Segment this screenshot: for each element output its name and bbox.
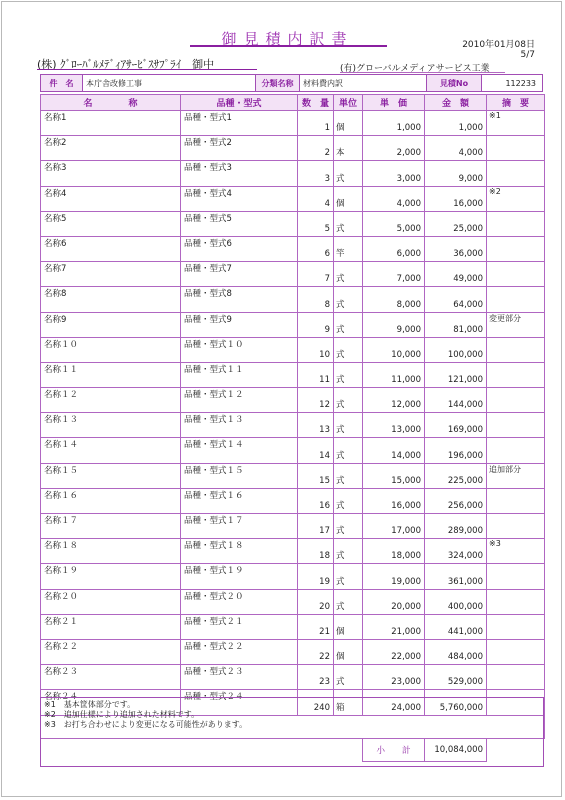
cell-unit: 式 xyxy=(334,514,363,539)
cell-model: 品種・型式3 xyxy=(181,161,298,186)
category-value: 材料費内訳 xyxy=(300,75,427,91)
cell-price: 12,000 xyxy=(363,388,425,413)
cell-name: 名称5 xyxy=(41,211,181,236)
info-bar xyxy=(40,74,543,92)
cell-qty: 23 xyxy=(298,665,334,690)
table-row xyxy=(41,488,545,513)
cell-qty: 20 xyxy=(298,589,334,614)
col-amount-header: 金 額 xyxy=(425,95,487,111)
cell-amount: 196,000 xyxy=(425,438,487,463)
document-title: 御見積内訳書 xyxy=(221,30,354,48)
cell-name: 名称１３ xyxy=(41,413,181,438)
note-line: ※2 追加仕様により追加された材料です。 xyxy=(44,710,200,719)
cell-name: 名称7 xyxy=(41,262,181,287)
cell-amount: 484,000 xyxy=(425,639,487,664)
cell-unit: 個 xyxy=(334,639,363,664)
col-price-header: 単 価 xyxy=(363,95,425,111)
estimate-table xyxy=(40,94,545,762)
cell-note xyxy=(487,362,545,387)
table-row xyxy=(41,564,545,589)
cell-price: 6,000 xyxy=(363,236,425,261)
cell-name: 名称9 xyxy=(41,312,181,337)
cell-unit: 式 xyxy=(334,665,363,690)
cell-qty: 13 xyxy=(298,413,334,438)
title-underline xyxy=(190,45,387,47)
cell-unit: 式 xyxy=(334,539,363,564)
table-row xyxy=(41,262,545,287)
cell-model: 品種・型式2 xyxy=(181,136,298,161)
table-row xyxy=(41,186,545,211)
cell-amount: 49,000 xyxy=(425,262,487,287)
table-row xyxy=(41,136,545,161)
subtotal-amount: 10,084,000 xyxy=(425,738,487,761)
estimate-no-label: 見積No xyxy=(427,75,482,91)
cell-unit: 式 xyxy=(334,589,363,614)
cell-price: 8,000 xyxy=(363,287,425,312)
cell-model: 品種・型式２１ xyxy=(181,614,298,639)
category-label: 分類名称 xyxy=(256,75,300,91)
cell-unit: 式 xyxy=(334,488,363,513)
cell-amount: 1,000 xyxy=(425,111,487,136)
cell-name: 名称１６ xyxy=(41,488,181,513)
cell-unit: 式 xyxy=(334,337,363,362)
cell-model: 品種・型式4 xyxy=(181,186,298,211)
cell-unit: 個 xyxy=(334,614,363,639)
cell-model: 品種・型式１６ xyxy=(181,488,298,513)
cell-name: 名称１４ xyxy=(41,438,181,463)
cell-note xyxy=(487,413,545,438)
cell-model: 品種・型式5 xyxy=(181,211,298,236)
table-row xyxy=(41,287,545,312)
cell-qty: 7 xyxy=(298,262,334,287)
cell-price: 19,000 xyxy=(363,564,425,589)
cell-unit: 式 xyxy=(334,413,363,438)
cell-price: 22,000 xyxy=(363,639,425,664)
table-row xyxy=(41,161,545,186)
cell-unit: 式 xyxy=(334,362,363,387)
cell-amount: 529,000 xyxy=(425,665,487,690)
cell-name: 名称２４ xyxy=(41,690,181,715)
cell-amount: 4,000 xyxy=(425,136,487,161)
table-row xyxy=(41,413,545,438)
cell-note: ※1 xyxy=(487,111,545,136)
cell-unit: 式 xyxy=(334,211,363,236)
cell-qty: 6 xyxy=(298,236,334,261)
cell-amount: 169,000 xyxy=(425,413,487,438)
cell-note xyxy=(487,211,545,236)
cell-name: 名称１９ xyxy=(41,564,181,589)
cell-note: 追加部分 xyxy=(487,463,545,488)
cell-note xyxy=(487,236,545,261)
cell-qty: 9 xyxy=(298,312,334,337)
cell-unit: 式 xyxy=(334,161,363,186)
cell-note xyxy=(487,438,545,463)
cell-qty: 11 xyxy=(298,362,334,387)
cell-qty: 14 xyxy=(298,438,334,463)
cell-qty: 12 xyxy=(298,388,334,413)
cell-unit: 個 xyxy=(334,186,363,211)
cell-amount: 36,000 xyxy=(425,236,487,261)
cell-price: 4,000 xyxy=(363,186,425,211)
cell-model: 品種・型式２２ xyxy=(181,639,298,664)
recipient-name: (株) ｸﾞﾛｰﾊﾞﾙﾒﾃﾞｨｱｻｰﾋﾞｽｻﾌﾟﾗｲ 御中 xyxy=(37,58,215,71)
cell-note xyxy=(487,287,545,312)
cell-amount: 81,000 xyxy=(425,312,487,337)
cell-model: 品種・型式１５ xyxy=(181,463,298,488)
cell-price: 7,000 xyxy=(363,262,425,287)
table-row xyxy=(41,514,545,539)
cell-qty: 21 xyxy=(298,614,334,639)
cell-model: 品種・型式１２ xyxy=(181,388,298,413)
cell-note xyxy=(487,514,545,539)
cell-note xyxy=(487,488,545,513)
cell-price: 5,000 xyxy=(363,211,425,236)
cell-price: 3,000 xyxy=(363,161,425,186)
table-row xyxy=(41,614,545,639)
cell-model: 品種・型式8 xyxy=(181,287,298,312)
cell-name: 名称２０ xyxy=(41,589,181,614)
cell-qty: 4 xyxy=(298,186,334,211)
subject-value: 本庁舎改修工事 xyxy=(83,75,256,91)
date-block xyxy=(440,40,535,60)
cell-qty: 18 xyxy=(298,539,334,564)
cell-amount: 9,000 xyxy=(425,161,487,186)
cell-qty: 1 xyxy=(298,111,334,136)
cell-unit: 式 xyxy=(334,312,363,337)
cell-price: 24,000 xyxy=(363,690,425,715)
cell-model: 品種・型式１９ xyxy=(181,564,298,589)
cell-note: ※2 xyxy=(487,186,545,211)
cell-price: 2,000 xyxy=(363,136,425,161)
cell-model: 品種・型式１８ xyxy=(181,539,298,564)
cell-unit: 式 xyxy=(334,463,363,488)
subject-label: 件 名 xyxy=(41,75,83,91)
col-name-header: 名 称 xyxy=(41,95,181,111)
cell-name: 名称１７ xyxy=(41,514,181,539)
cell-note: 変更部分 xyxy=(487,312,545,337)
table-row xyxy=(41,665,545,690)
cell-model: 品種・型式9 xyxy=(181,312,298,337)
cell-amount: 25,000 xyxy=(425,211,487,236)
table-row xyxy=(41,463,545,488)
cell-qty: 16 xyxy=(298,488,334,513)
issue-date: 2010年01月08日 xyxy=(462,40,535,50)
cell-amount: 100,000 xyxy=(425,337,487,362)
cell-name: 名称3 xyxy=(41,161,181,186)
cell-name: 名称２３ xyxy=(41,665,181,690)
cell-unit: 式 xyxy=(334,388,363,413)
col-unit-header: 単位 xyxy=(334,95,363,111)
cell-qty: 8 xyxy=(298,287,334,312)
cell-price: 16,000 xyxy=(363,488,425,513)
cell-model: 品種・型式１０ xyxy=(181,337,298,362)
note-line: ※3 お打ち合わせにより変更になる可能性があります。 xyxy=(44,720,248,729)
cell-model: 品種・型式１７ xyxy=(181,514,298,539)
cell-name: 名称２１ xyxy=(41,614,181,639)
estimate-no-value: 112233 xyxy=(505,78,536,88)
cell-unit: 個 xyxy=(334,111,363,136)
cell-amount: 289,000 xyxy=(425,514,487,539)
table-row xyxy=(41,337,545,362)
table-row xyxy=(41,438,545,463)
cell-price: 15,000 xyxy=(363,463,425,488)
cell-note xyxy=(487,614,545,639)
cell-unit: 竿 xyxy=(334,236,363,261)
cell-qty: 17 xyxy=(298,514,334,539)
cell-qty: 10 xyxy=(298,337,334,362)
issuer-company: (有)グローバルメディアサービス工業 xyxy=(340,64,490,74)
cell-price: 17,000 xyxy=(363,514,425,539)
cell-price: 21,000 xyxy=(363,614,425,639)
cell-name: 名称6 xyxy=(41,236,181,261)
cell-amount: 16,000 xyxy=(425,186,487,211)
table-header-row xyxy=(41,95,545,111)
col-note-header: 摘 要 xyxy=(487,95,545,111)
table-row xyxy=(41,211,545,236)
notes-box xyxy=(40,697,544,767)
cell-model: 品種・型式7 xyxy=(181,262,298,287)
cell-unit: 式 xyxy=(334,287,363,312)
cell-amount: 361,000 xyxy=(425,564,487,589)
cell-amount: 225,000 xyxy=(425,463,487,488)
cell-name: 名称8 xyxy=(41,287,181,312)
cell-unit: 式 xyxy=(334,262,363,287)
cell-qty: 5 xyxy=(298,211,334,236)
company-underline xyxy=(340,72,505,73)
cell-note: ※3 xyxy=(487,539,545,564)
cell-amount: 400,000 xyxy=(425,589,487,614)
cell-note xyxy=(487,665,545,690)
cell-note xyxy=(487,136,545,161)
cell-price: 23,000 xyxy=(363,665,425,690)
cell-qty: 240 xyxy=(298,690,334,715)
table-row xyxy=(41,312,545,337)
cell-amount: 144,000 xyxy=(425,388,487,413)
cell-note xyxy=(487,639,545,664)
cell-note xyxy=(487,161,545,186)
cell-model: 品種・型式２０ xyxy=(181,589,298,614)
cell-note xyxy=(487,564,545,589)
cell-model: 品種・型式２３ xyxy=(181,665,298,690)
cell-qty: 3 xyxy=(298,161,334,186)
cell-amount: 5,760,000 xyxy=(425,690,487,715)
col-model-header: 品種・型式 xyxy=(181,95,298,111)
cell-name: 名称1 xyxy=(41,111,181,136)
cell-price: 14,000 xyxy=(363,438,425,463)
cell-name: 名称4 xyxy=(41,186,181,211)
table-row xyxy=(41,589,545,614)
cell-name: 名称１０ xyxy=(41,337,181,362)
cell-amount: 441,000 xyxy=(425,614,487,639)
subtotal-label: 小 計 xyxy=(363,738,425,761)
table-row xyxy=(41,388,545,413)
cell-amount: 256,000 xyxy=(425,488,487,513)
cell-price: 1,000 xyxy=(363,111,425,136)
cell-qty: 15 xyxy=(298,463,334,488)
table-row xyxy=(41,362,545,387)
table-row xyxy=(41,539,545,564)
cell-price: 20,000 xyxy=(363,589,425,614)
cell-note xyxy=(487,388,545,413)
col-qty-header: 数 量 xyxy=(298,95,334,111)
cell-qty: 22 xyxy=(298,639,334,664)
cell-amount: 64,000 xyxy=(425,287,487,312)
note-line: ※1 基本筐体部分です。 xyxy=(44,700,136,709)
cell-name: 名称１２ xyxy=(41,388,181,413)
cell-amount: 324,000 xyxy=(425,539,487,564)
cell-unit: 本 xyxy=(334,136,363,161)
cell-note xyxy=(487,589,545,614)
cell-model: 品種・型式１４ xyxy=(181,438,298,463)
cell-name: 名称１８ xyxy=(41,539,181,564)
cell-price: 9,000 xyxy=(363,312,425,337)
cell-name: 名称2 xyxy=(41,136,181,161)
cell-name: 名称１１ xyxy=(41,362,181,387)
cell-unit: 箱 xyxy=(334,690,363,715)
cell-unit: 式 xyxy=(334,438,363,463)
recipient-underline xyxy=(37,69,257,70)
cell-note xyxy=(487,337,545,362)
cell-price: 11,000 xyxy=(363,362,425,387)
cell-name: 名称１５ xyxy=(41,463,181,488)
table-row xyxy=(41,639,545,664)
cell-name: 名称２２ xyxy=(41,639,181,664)
cell-qty: 2 xyxy=(298,136,334,161)
page-number: 5/7 xyxy=(520,50,535,60)
cell-price: 10,000 xyxy=(363,337,425,362)
cell-model: 品種・型式２４ xyxy=(181,690,298,715)
cell-price: 13,000 xyxy=(363,413,425,438)
cell-amount: 121,000 xyxy=(425,362,487,387)
cell-model: 品種・型式1 xyxy=(181,111,298,136)
cell-qty: 19 xyxy=(298,564,334,589)
cell-price: 18,000 xyxy=(363,539,425,564)
cell-model: 品種・型式6 xyxy=(181,236,298,261)
cell-note xyxy=(487,262,545,287)
table-row xyxy=(41,236,545,261)
table-row xyxy=(41,111,545,136)
cell-model: 品種・型式１１ xyxy=(181,362,298,387)
cell-model: 品種・型式１３ xyxy=(181,413,298,438)
cell-unit: 式 xyxy=(334,564,363,589)
